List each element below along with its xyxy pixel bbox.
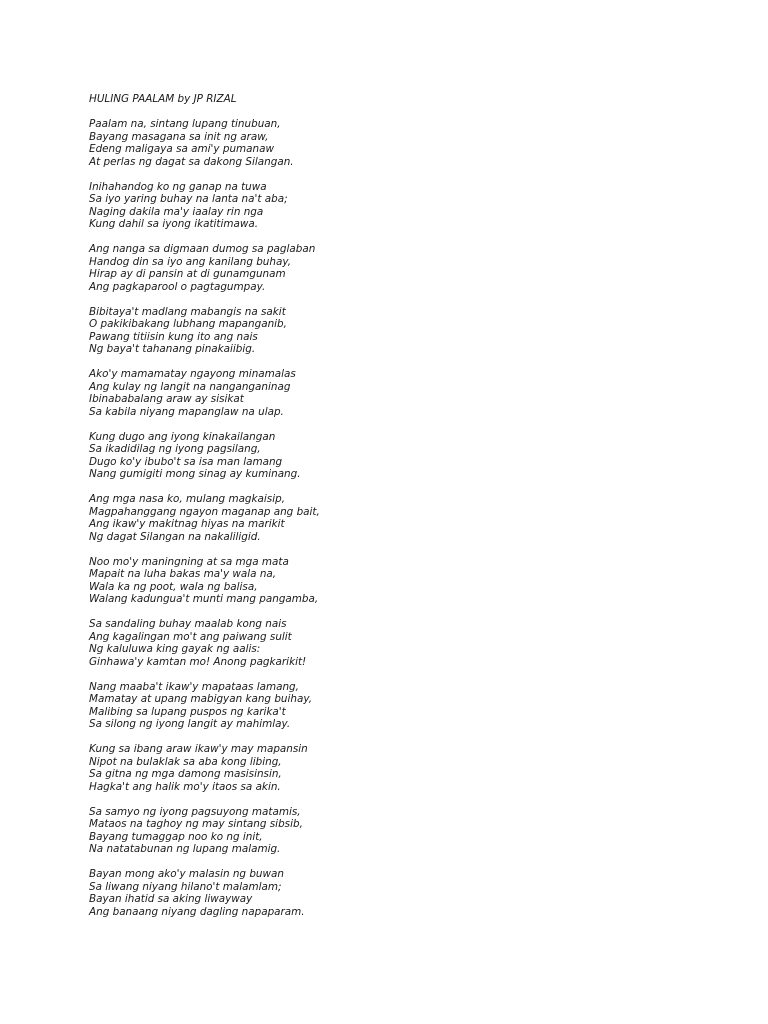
poem-line: Sa silong ng iyong langit ay mahimlay. [89,718,291,730]
poem-line: Sa liwang niyang hilano't malamlam; [89,880,282,893]
poem-stanza [89,806,709,856]
poem-line: Nang gumigiti mong sinag ay kuminang. [89,468,301,480]
poem-stanza [89,868,709,918]
poem-line: Mataos na taghoy ng may sintang sibsib, [89,818,303,830]
poem-stanza [89,493,709,543]
poem-stanzas [89,118,709,918]
poem-line: Mapait na luha bakas ma'y wala na, [89,568,277,580]
poem-line: Malibing sa lupang puspos ng karika't [89,705,286,718]
poem-line: Mamatay at upang mabigyan kang buihay, [89,693,312,705]
poem-stanza [89,681,709,731]
poem-line: Kung dahil sa iyong ikatitimawa. [89,218,259,230]
poem-stanza [89,556,709,606]
poem-line: Sa kabila niyang mapanglaw na ulap. [89,405,284,418]
poem-line: Bayang tumaggap noo ko ng init, [89,830,263,843]
poem-line: Noo mo'y maningning at sa mga mata [89,555,289,568]
poem-stanza [89,368,709,418]
poem-line: Hirap ay di pansin at di gunamgunam [89,268,286,280]
poem-line: Kung sa ibang araw ikaw'y may mapansin [89,743,308,755]
poem-line: Ang pagkaparool o pagtagumpay. [89,280,266,293]
poem-line: Walang kadungua't munti mang pangamba, [89,593,319,605]
poem-line: Ang mga nasa ko, mulang magkaisip, [89,493,285,505]
poem-line: Ibinababalang araw ay sisikat [89,393,244,405]
poem-line: Magpahanggang ngayon maganap ang bait, [89,505,320,518]
poem-line: Nang maaba't ikaw'y mapataas lamang, [89,680,299,693]
poem-line: Ako'y mamamatay ngayong minamalas [89,368,296,380]
poem-line: Pawang titiisin kung ito ang nais [89,330,258,343]
poem-line: Bibitaya't madlang mabangis na sakit [89,305,286,318]
poem-stanza [89,181,709,231]
poem-line: Sa iyo yaring buhay na lanta na't aba; [89,193,288,205]
poem-line: Na natatabunan ng lupang malamig. [89,843,281,855]
poem-stanza [89,118,709,168]
poem-body [89,93,709,931]
poem-line: Naging dakila ma'y iaalay rin nga [89,205,264,218]
poem-line: Handog din sa iyo ang kanilang buhay, [89,255,291,268]
poem-line: Ang kulay ng langit na nanganganinag [89,380,291,393]
poem-line: Dugo ko'y ibubo't sa isa man lamang [89,455,283,468]
poem-line: Ng kaluluwa king gayak ng aalis: [89,643,261,655]
poem-line: Edeng maligaya sa ami'y pumanaw [89,143,274,155]
poem-line: Sa sandaling buhay maalab kong nais [89,618,287,630]
poem-title: HULING PAALAM by JP RIZAL [89,93,237,105]
poem-line: Sa samyo ng iyong pagsuyong matamis, [89,805,301,818]
poem-stanza [89,618,709,668]
poem-line: Ang kagalingan mo't ang paiwang sulit [89,630,292,643]
poem-line: Sa ikadidilag ng iyong pagsilang, [89,443,261,455]
poem-line: Hagka't ang halik mo'y itaos sa akin. [89,780,281,793]
poem-stanza [89,743,709,793]
poem-line: Ang banaang niyang dagling napaparam. [89,905,305,918]
poem-line: Ng dagat Silangan na nakaliligid. [89,530,261,543]
poem-line: Ng baya't tahanang pinakaiibig. [89,343,256,355]
poem-line: Paalam na, sintang lupang tinubuan, [89,118,281,130]
poem-line: Ang ikaw'y makitnag hiyas na marikit [89,518,285,530]
poem-line: O pakikibakang lubhang mapanganib, [89,318,287,330]
poem-line: Ang nanga sa digmaan dumog sa paglaban [89,243,316,255]
poem-line: Ginhawa'y kamtan mo! Anong pagkarikit! [89,655,307,668]
poem-line: Kung dugo ang iyong kinakailangan [89,430,276,443]
poem-line: At perlas ng dagat sa dakong Silangan. [89,155,294,168]
poem-stanza [89,306,709,356]
poem-line: Nipot na bulaklak sa aba kong libing, [89,755,282,768]
poem-line: Bayang masagana sa init ng araw, [89,130,269,143]
poem-line: Inihahandog ko ng ganap na tuwa [89,180,267,193]
poem-line: Sa gitna ng mga damong masisinsin, [89,768,282,780]
poem-stanza [89,431,709,481]
poem-line: Bayan ihatid sa aking liwayway [89,893,253,905]
poem-line: Bayan mong ako'y malasin ng buwan [89,868,284,880]
poem-line: Wala ka ng poot, wala ng balisa, [89,580,258,593]
poem-stanza [89,243,709,293]
